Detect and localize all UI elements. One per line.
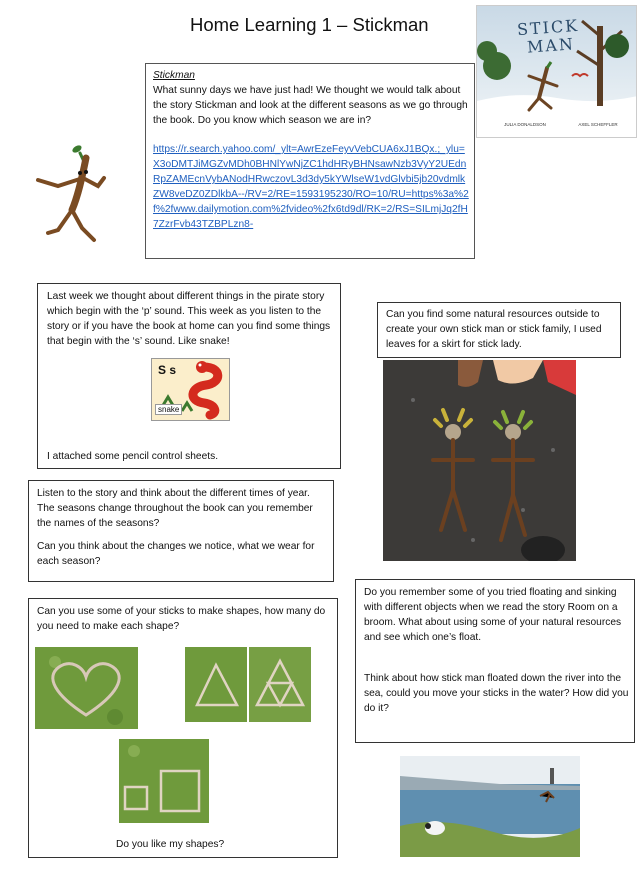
snake-letter-card	[151, 358, 230, 421]
river-sea-picture	[400, 756, 580, 857]
snake-caption: snake	[155, 404, 182, 415]
letter-s-label: S s	[158, 363, 177, 377]
floating-sinking-box	[355, 579, 635, 743]
square-shape-photo	[119, 739, 209, 823]
s-sound-box	[37, 283, 341, 469]
seasons-box	[28, 480, 334, 582]
cover-title-line1: STICK	[516, 15, 580, 40]
cover-author-right: AXEL SCHEFFLER	[578, 122, 618, 127]
intro-heading: Stickman	[153, 70, 195, 81]
seasons-text-1: Listen to the story and think about the different times of year. The seasons change throughout the book can you remember the names of the seasons?	[37, 488, 313, 529]
story-video-link[interactable]: https://r.search.yahoo.com/_ylt=AwrEzeFeyvVebCUA6xJ1BQx.;_ylu=X3oDMTJiMGZvMDh0BHNlYwNjZC1hdHRyBHNsawNzb3VyY2UEdnRpZAMEcnVybANodHRwczovL3d3dy5kYWlseW1vdGlvbi5jb20vdmlkZW8veDZ0ZDlkbA--/RV=2/RE=1593195230/RO=10/RU=https%3a%2f%2fwww.dailymotion.com%2fvideo%2fx6td9dl/RK=2/RS=SILmjJq2fH7ZzrFvb43TZBPLzn8-	[153, 144, 469, 230]
seasons-text-2: Can you think about the changes we notice, what we wear for each season?	[37, 541, 315, 567]
natural-resources-text: Can you find some natural resources outside to create your own stick man or stick family, I used leaves for a skirt for stick lady.	[386, 309, 602, 350]
floating-text-1: Do you remember some of you tried floating and sinking with different objects when we read the story Room on a broom. What about using some of your natural resources and see which one’s float.	[364, 587, 622, 643]
cover-title-line2: MAN	[526, 34, 576, 57]
triangle-shape-photo-1	[185, 647, 247, 722]
intro-box	[145, 63, 475, 259]
stick-shapes-text: Can you use some of your sticks to make shapes, how many do you need to make each shape?	[37, 606, 326, 632]
stickman-illustration	[28, 138, 108, 250]
cover-author-left: JULIA DONALDSON	[504, 122, 546, 127]
stick-shapes-box	[28, 598, 338, 858]
pencil-sheets-note: I attached some pencil control sheets.	[47, 451, 219, 462]
stickman-book-cover	[476, 5, 637, 138]
stick-family-photo	[383, 360, 576, 561]
shapes-question: Do you like my shapes?	[116, 839, 225, 850]
floating-text-2: Think about how stick man floated down the river into the sea, could you move your sticks in the water? How did you do it?	[364, 673, 629, 714]
heart-shape-photo	[35, 647, 138, 729]
natural-resources-box	[377, 302, 621, 358]
intro-text: What sunny days we have just had! We thought we would talk about the story Stickman and look at the different seasons as we go through the book. Do you know which season we are in?	[153, 85, 468, 126]
page-title: Home Learning 1 – Stickman	[190, 14, 429, 35]
triangle-shape-photo-2	[249, 647, 311, 722]
s-sound-text: Last week we thought about different things in the pirate story which begin with the ‘p’ sound. This week as you listen to the story or if you have the book at home can you find some things that begin with the ‘s’ sound. Like snake!	[47, 291, 331, 347]
